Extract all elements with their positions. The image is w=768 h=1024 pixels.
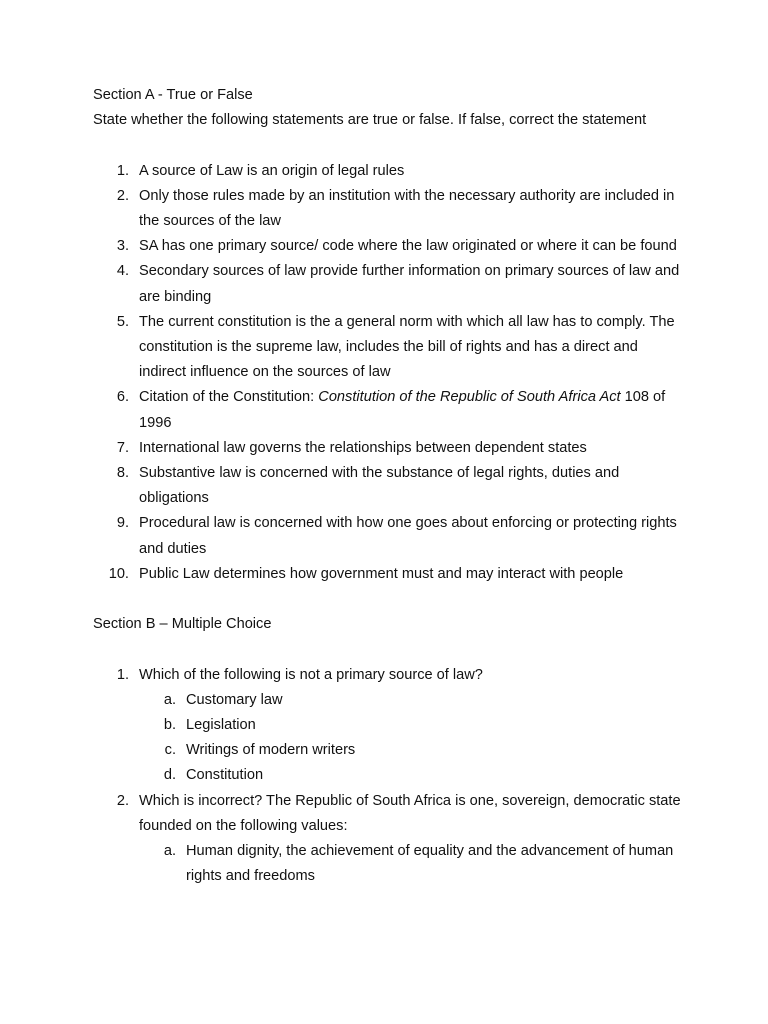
option-text: Legislation	[186, 717, 256, 734]
item-text: Procedural law is concerned with how one goes about enforcing or protecting rights and duties	[139, 515, 677, 557]
list-item	[93, 234, 683, 259]
option-letter: a.	[163, 691, 176, 708]
item-number: 2.	[116, 187, 129, 204]
document-page	[93, 83, 683, 889]
list-item	[93, 310, 683, 386]
item-text-suffix: 108 of 1996	[139, 389, 666, 431]
question-item	[93, 789, 683, 890]
item-number: 6.	[116, 389, 129, 406]
option-letter: a.	[163, 843, 176, 860]
option-letter: b.	[163, 717, 176, 734]
item-text: Only those rules made by an institution with the necessary authority are included in the sources of the law	[139, 187, 675, 229]
item-text: SA has one primary source/ code where the law originated or where it can be found	[139, 238, 677, 255]
section-a-list	[93, 159, 683, 587]
question-text: Which of the following is not a primary source of law?	[139, 666, 483, 683]
question-item	[93, 663, 683, 789]
question-text: Which is incorrect? The Republic of South Africa is one, sovereign, democratic state founded on the following values:	[139, 792, 681, 834]
list-item	[93, 259, 683, 309]
item-number: 7.	[116, 439, 129, 456]
option-letter: c.	[164, 742, 176, 759]
option-item	[139, 688, 683, 713]
item-text-italic: Constitution of the Republic of South Africa Act	[318, 389, 621, 406]
option-item	[139, 763, 683, 788]
item-text: Secondary sources of law provide further information on primary sources of law and are binding	[139, 263, 680, 305]
option-item	[139, 713, 683, 738]
item-number: 10.	[108, 565, 129, 582]
option-list	[139, 839, 683, 889]
item-text: Substantive law is concerned with the substance of legal rights, duties and obligations	[139, 465, 620, 507]
option-letter: d.	[163, 767, 176, 784]
option-text: Customary law	[186, 691, 283, 708]
item-number: 5.	[116, 313, 129, 330]
item-text: International law governs the relationships between dependent states	[139, 439, 587, 456]
spacer	[93, 133, 683, 158]
list-item	[93, 511, 683, 561]
item-text-prefix: Citation of the Constitution:	[139, 389, 319, 406]
list-item	[93, 159, 683, 184]
list-item	[93, 461, 683, 511]
option-text: Constitution	[186, 767, 264, 784]
item-number: 9.	[116, 515, 129, 532]
section-b-heading: Section B – Multiple Choice	[93, 616, 272, 633]
item-number: 4.	[116, 263, 129, 280]
item-text: Public Law determines how government must and may interact with people	[139, 565, 624, 582]
list-item	[93, 184, 683, 234]
section-a-instructions: State whether the following statements are true or false. If false, correct the statement	[93, 112, 647, 129]
spacer	[93, 587, 683, 612]
list-item	[93, 562, 683, 587]
section-a-heading: Section A - True or False	[93, 87, 253, 103]
item-number: 3.	[116, 238, 129, 255]
spacer	[93, 637, 683, 662]
list-item	[93, 385, 683, 435]
question-number: 1.	[116, 666, 129, 683]
item-text: A source of Law is an origin of legal rules	[139, 162, 405, 179]
option-item	[139, 738, 683, 763]
question-number: 2.	[116, 792, 129, 809]
list-item	[93, 436, 683, 461]
item-number: 8.	[116, 465, 129, 482]
option-item	[139, 839, 683, 889]
option-list	[139, 688, 683, 789]
option-text: Writings of modern writers	[186, 742, 356, 759]
item-number: 1.	[116, 162, 129, 179]
option-text: Human dignity, the achievement of equality and the advancement of human rights and freedoms	[186, 843, 674, 885]
item-text: The current constitution is the a general norm with which all law has to comply. The constitution is the supreme law, includes the bill of rights and has a direct and indirect influence on the sources of law	[139, 313, 675, 381]
section-b-list	[93, 663, 683, 890]
